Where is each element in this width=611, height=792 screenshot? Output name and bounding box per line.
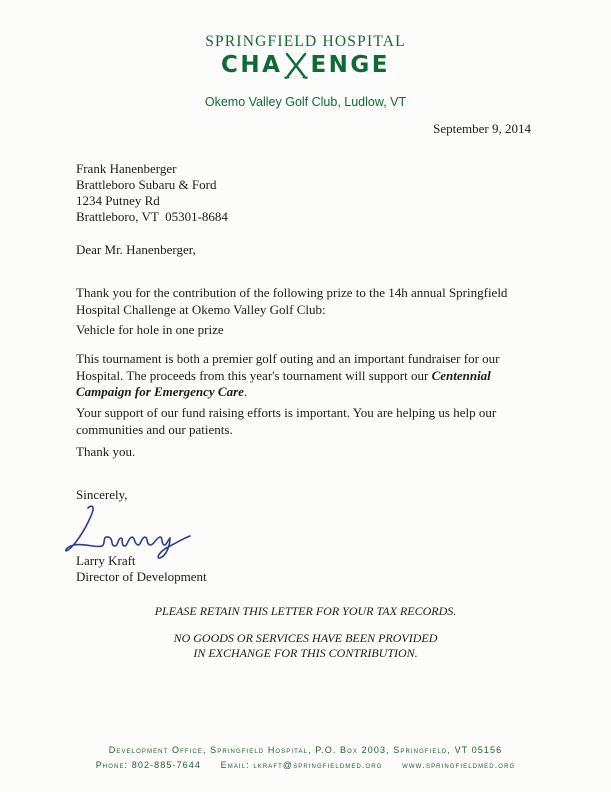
signer-name: Larry Kraft <box>76 553 136 568</box>
thank-you-line: Thank you. <box>76 444 136 459</box>
closing: Sincerely, <box>76 487 128 502</box>
tax-records-notice: PLEASE RETAIN THIS LETTER FOR YOUR TAX RECORDS. <box>154 604 457 618</box>
recipient-address <box>76 161 228 225</box>
no-goods-notice-line2: IN EXCHANGE FOR THIS CONTRIBUTION. <box>193 646 418 660</box>
crossed-golf-clubs-icon <box>283 52 309 80</box>
paragraph-thanks-contribution: Thank you for the contribution of the following prize to the 14h annual Springfield Hospital Challenge at Okemo Valley Golf Club: <box>76 285 508 317</box>
recipient-name: Frank Hanenberger <box>76 161 177 176</box>
letterhead-event-logo <box>0 52 611 86</box>
footer-phone: Phone: 802-885-7644 <box>95 760 201 770</box>
letterhead-venue: Okemo Valley Golf Club, Ludlow, VT <box>204 95 407 109</box>
paragraph-tournament-text: This tournament is both a premier golf outing and an important fundraiser for our Hospital. The proceeds from this year's tournament will support our <box>76 351 500 383</box>
paragraph-support: Your support of our fund raising efforts is important. You are helping us help our communities and our patients. <box>76 405 497 437</box>
letter-date: September 9, 2014 <box>433 121 531 136</box>
signer-title: Director of Development <box>76 569 207 584</box>
recipient-city-state-zip: Brattleboro, VT 05301-8684 <box>76 209 228 224</box>
recipient-company: Brattleboro Subaru & Ford <box>76 177 217 192</box>
recipient-street: 1234 Putney Rd <box>76 193 160 208</box>
event-name-part2: ENGE <box>310 52 390 78</box>
signer-block <box>76 553 207 585</box>
footer-address: Development Office, Springfield Hospital, P.O. Box 2003, Springfield, VT 05156 <box>108 745 503 755</box>
footer-contact <box>0 760 611 770</box>
campaign-name: Centennial Campaign for Emergency Care <box>76 367 491 399</box>
salutation: Dear Mr. Hanenberger, <box>76 242 196 257</box>
paragraph-tournament: This tournament is both a premier golf outing and an important fundraiser for our Hospital. The proceeds from this year's tournament will support our Centennial Campaign for Emergency Care. <box>76 351 500 399</box>
prize-description: Vehicle for hole in one prize <box>76 322 224 337</box>
letterhead-organization: SPRINGFIELD HOSPITAL <box>205 33 406 50</box>
footer-website: www.springfieldmed.org <box>402 760 516 770</box>
event-name-part1: CHA <box>221 52 283 78</box>
handwritten-signature <box>62 500 202 560</box>
footer-email: Email: lkraft@springfieldmed.org <box>220 760 383 770</box>
no-goods-notice <box>0 631 611 661</box>
no-goods-notice-line1: NO GOODS OR SERVICES HAVE BEEN PROVIDED <box>173 631 438 645</box>
